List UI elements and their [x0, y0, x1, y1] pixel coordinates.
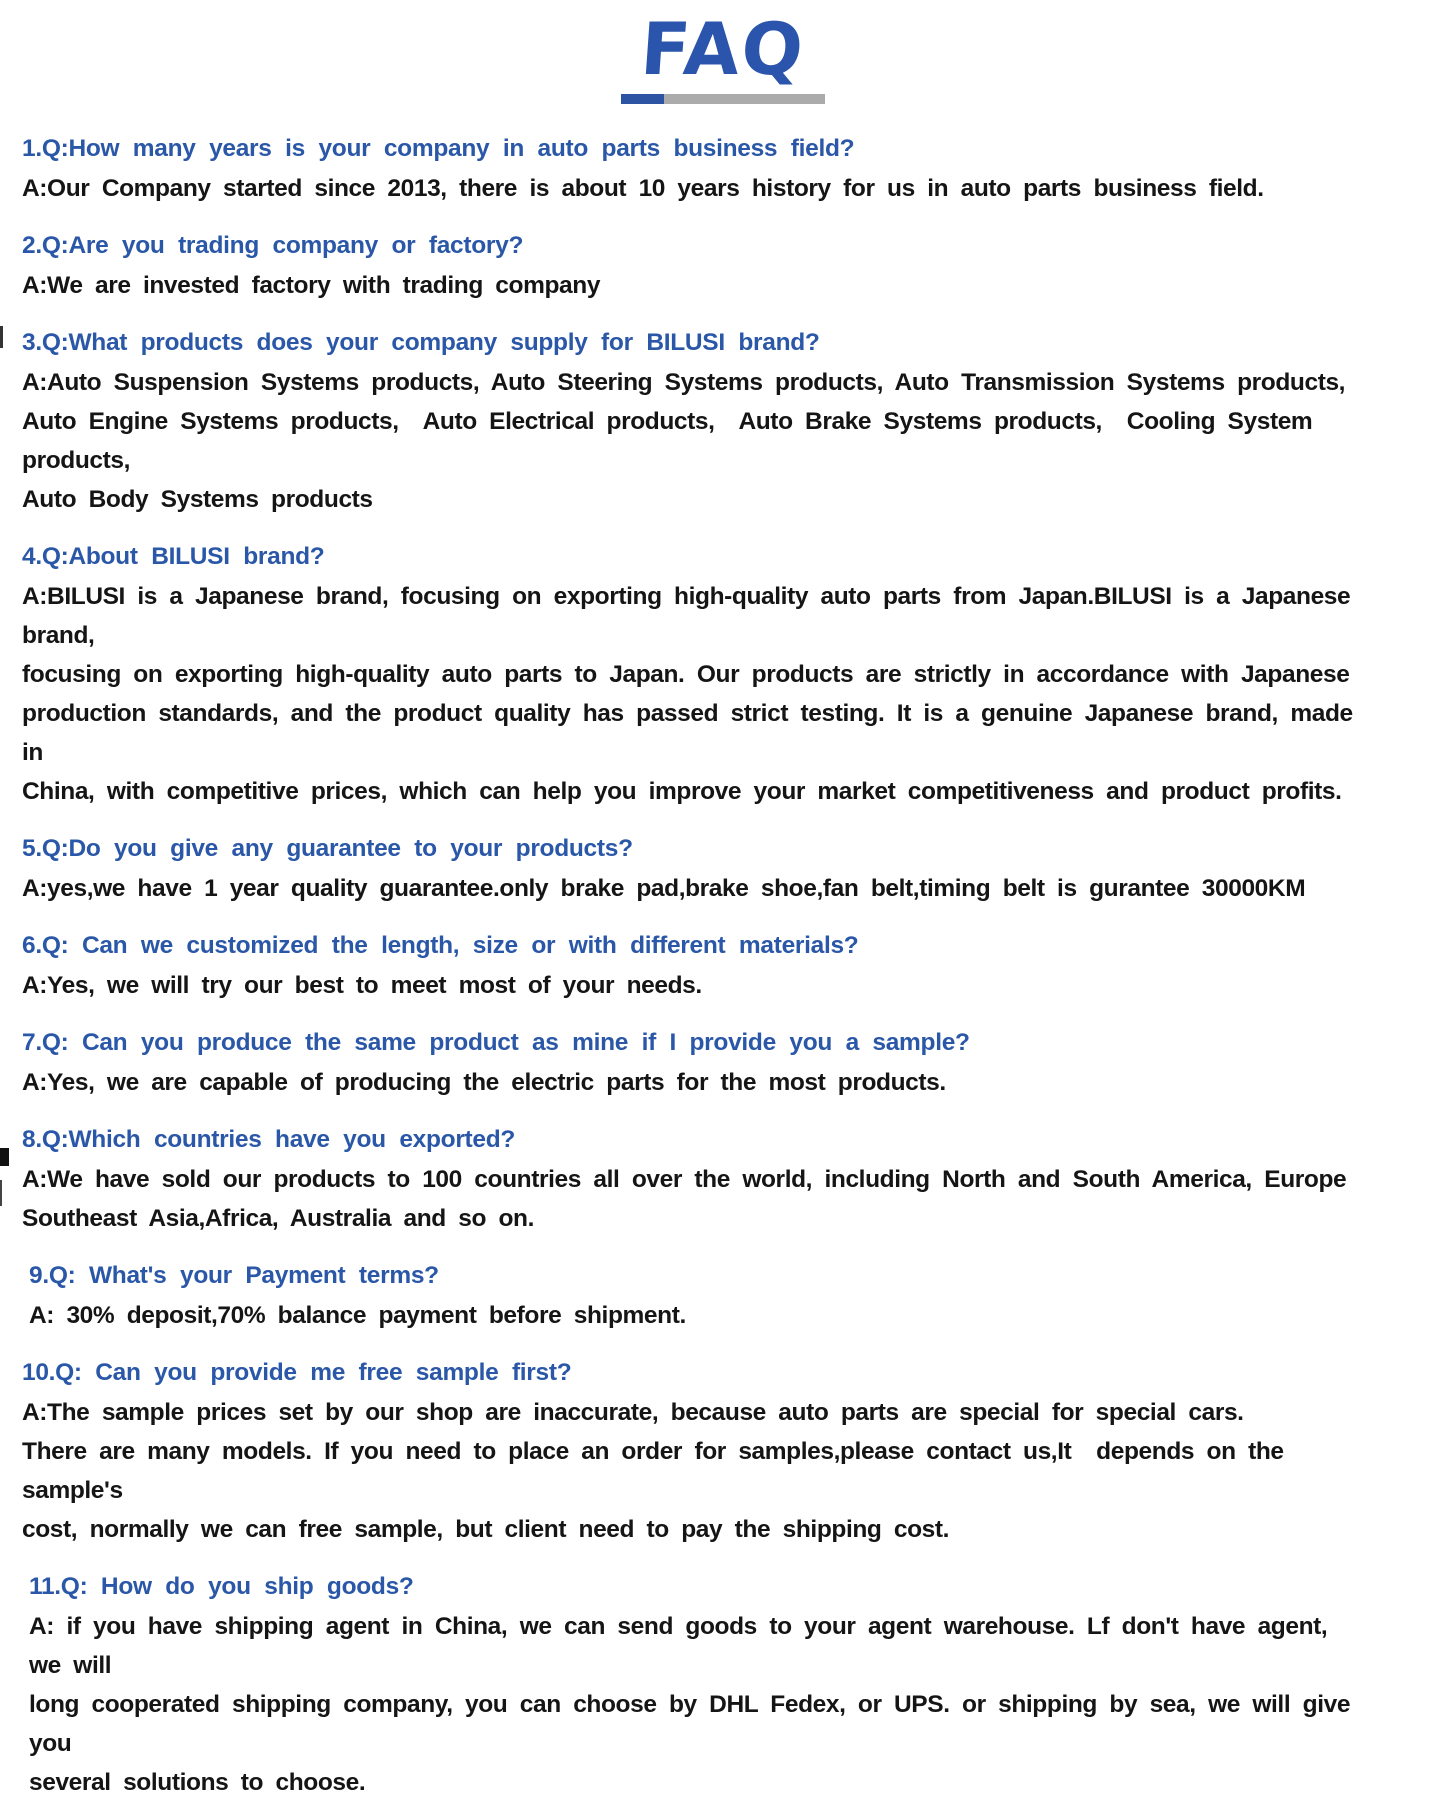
- faq-answer-8-line-1: A:We have sold our products to 100 countries all over the world, including North and South America, Europe: [22, 1166, 1347, 1193]
- faq-answer-3-line-2: Auto Engine Systems products, Auto Electrical products, Auto Brake Systems products, Cooling System products,: [22, 408, 1325, 474]
- faq-answer-1-line-1: A:Our Company started since 2013, there is about 10 years history for us in auto parts business field.: [22, 175, 1264, 202]
- faq-answer-4-line-4: China, with competitive prices, which can help you improve your market competitiveness and product profits.: [22, 778, 1342, 805]
- faq-question-1: 1.Q:How many years is your company in auto parts business field?: [22, 135, 855, 162]
- faq-answer-3-line-1: A:Auto Suspension Systems products, Auto Steering Systems products, Auto Transmission Systems products,: [22, 369, 1346, 396]
- faq-answer-6-line-1: A:Yes, we will try our best to meet most of your needs.: [22, 972, 702, 999]
- faq-item-5: [22, 829, 1365, 908]
- faq-answer-3-line-3: Auto Body Systems products: [22, 486, 373, 513]
- faq-item-7: [22, 1023, 1365, 1102]
- faq-question-8: 8.Q:Which countries have you exported?: [22, 1126, 516, 1153]
- faq-answer-11-line-3: several solutions to choose.: [29, 1769, 366, 1796]
- page-header: [0, 0, 1445, 104]
- faq-answer-7-line-1: A:Yes, we are capable of producing the electric parts for the most products.: [22, 1069, 946, 1096]
- faq-question-11: 11.Q: How do you ship goods?: [29, 1573, 414, 1600]
- faq-question-6: 6.Q: Can we customized the length, size or with different materials?: [22, 932, 859, 959]
- faq-answer-4-line-3: production standards, and the product quality has passed strict testing. It is a genuine Japanese brand, made in: [22, 700, 1366, 766]
- faq-answer-5-line-1: A:yes,we have 1 year quality guarantee.only brake pad,brake shoe,fan belt,timing belt is gurantee 30000KM: [22, 875, 1306, 902]
- faq-answer-10-line-1: A:The sample prices set by our shop are inaccurate, because auto parts are special for special cars.: [22, 1399, 1244, 1426]
- faq-answer-2-line-1: A:We are invested factory with trading company: [22, 272, 601, 299]
- page-title: FAQ: [637, 7, 808, 91]
- faq-item-6: [22, 926, 1365, 1005]
- faq-item-1: [22, 129, 1365, 208]
- faq-list: [0, 104, 1445, 1802]
- faq-item-11: [22, 1567, 1365, 1802]
- scan-artifact-square: [0, 1148, 9, 1166]
- faq-answer-4-line-2: focusing on exporting high-quality auto parts to Japan. Our products are strictly in accordance with Japanese: [22, 661, 1350, 688]
- faq-item-3: [22, 323, 1365, 519]
- faq-question-9: 9.Q: What's your Payment terms?: [29, 1262, 439, 1289]
- faq-question-4: 4.Q:About BILUSI brand?: [22, 543, 325, 570]
- faq-question-2: 2.Q:Are you trading company or factory?: [22, 232, 524, 259]
- faq-question-3: 3.Q:What products does your company supply for BILUSI brand?: [22, 329, 820, 356]
- faq-answer-11-line-2: long cooperated shipping company, you can choose by DHL Fedex, or UPS. or shipping by sea, we will give you: [29, 1691, 1363, 1757]
- faq-answer-4-line-1: A:BILUSI is a Japanese brand, focusing on exporting high-quality auto parts from Japan.BILUSI is a Japanese brand,: [22, 583, 1363, 649]
- faq-answer-10-line-3: cost, normally we can free sample, but client need to pay the shipping cost.: [22, 1516, 950, 1543]
- faq-answer-10-line-2: There are many models. If you need to place an order for samples,please contact us,It depends on the sample's: [22, 1438, 1297, 1504]
- faq-item-10: [22, 1353, 1365, 1549]
- faq-answer-8-line-2: Southeast Asia,Africa, Australia and so on.: [22, 1205, 534, 1232]
- faq-item-9: [22, 1256, 1365, 1335]
- divider-gray-segment: [664, 94, 825, 104]
- faq-item-8: [22, 1120, 1365, 1238]
- faq-question-7: 7.Q: Can you produce the same product as mine if I provide you a sample?: [22, 1029, 970, 1056]
- scan-artifact-sliver-bottom: [0, 1180, 2, 1206]
- faq-answer-9-line-1: A: 30% deposit,70% balance payment before shipment.: [29, 1302, 686, 1329]
- faq-item-4: [22, 537, 1365, 811]
- faq-question-5: 5.Q:Do you give any guarantee to your products?: [22, 835, 633, 862]
- faq-question-10: 10.Q: Can you provide me free sample first?: [22, 1359, 572, 1386]
- divider-blue-segment: [621, 94, 664, 104]
- faq-item-2: [22, 226, 1365, 305]
- faq-answer-11-line-1: A: if you have shipping agent in China, we can send goods to your agent warehouse. Lf don't have agent, we will: [29, 1613, 1340, 1679]
- title-divider: [621, 94, 825, 104]
- scan-artifact-sliver-top: [0, 326, 3, 348]
